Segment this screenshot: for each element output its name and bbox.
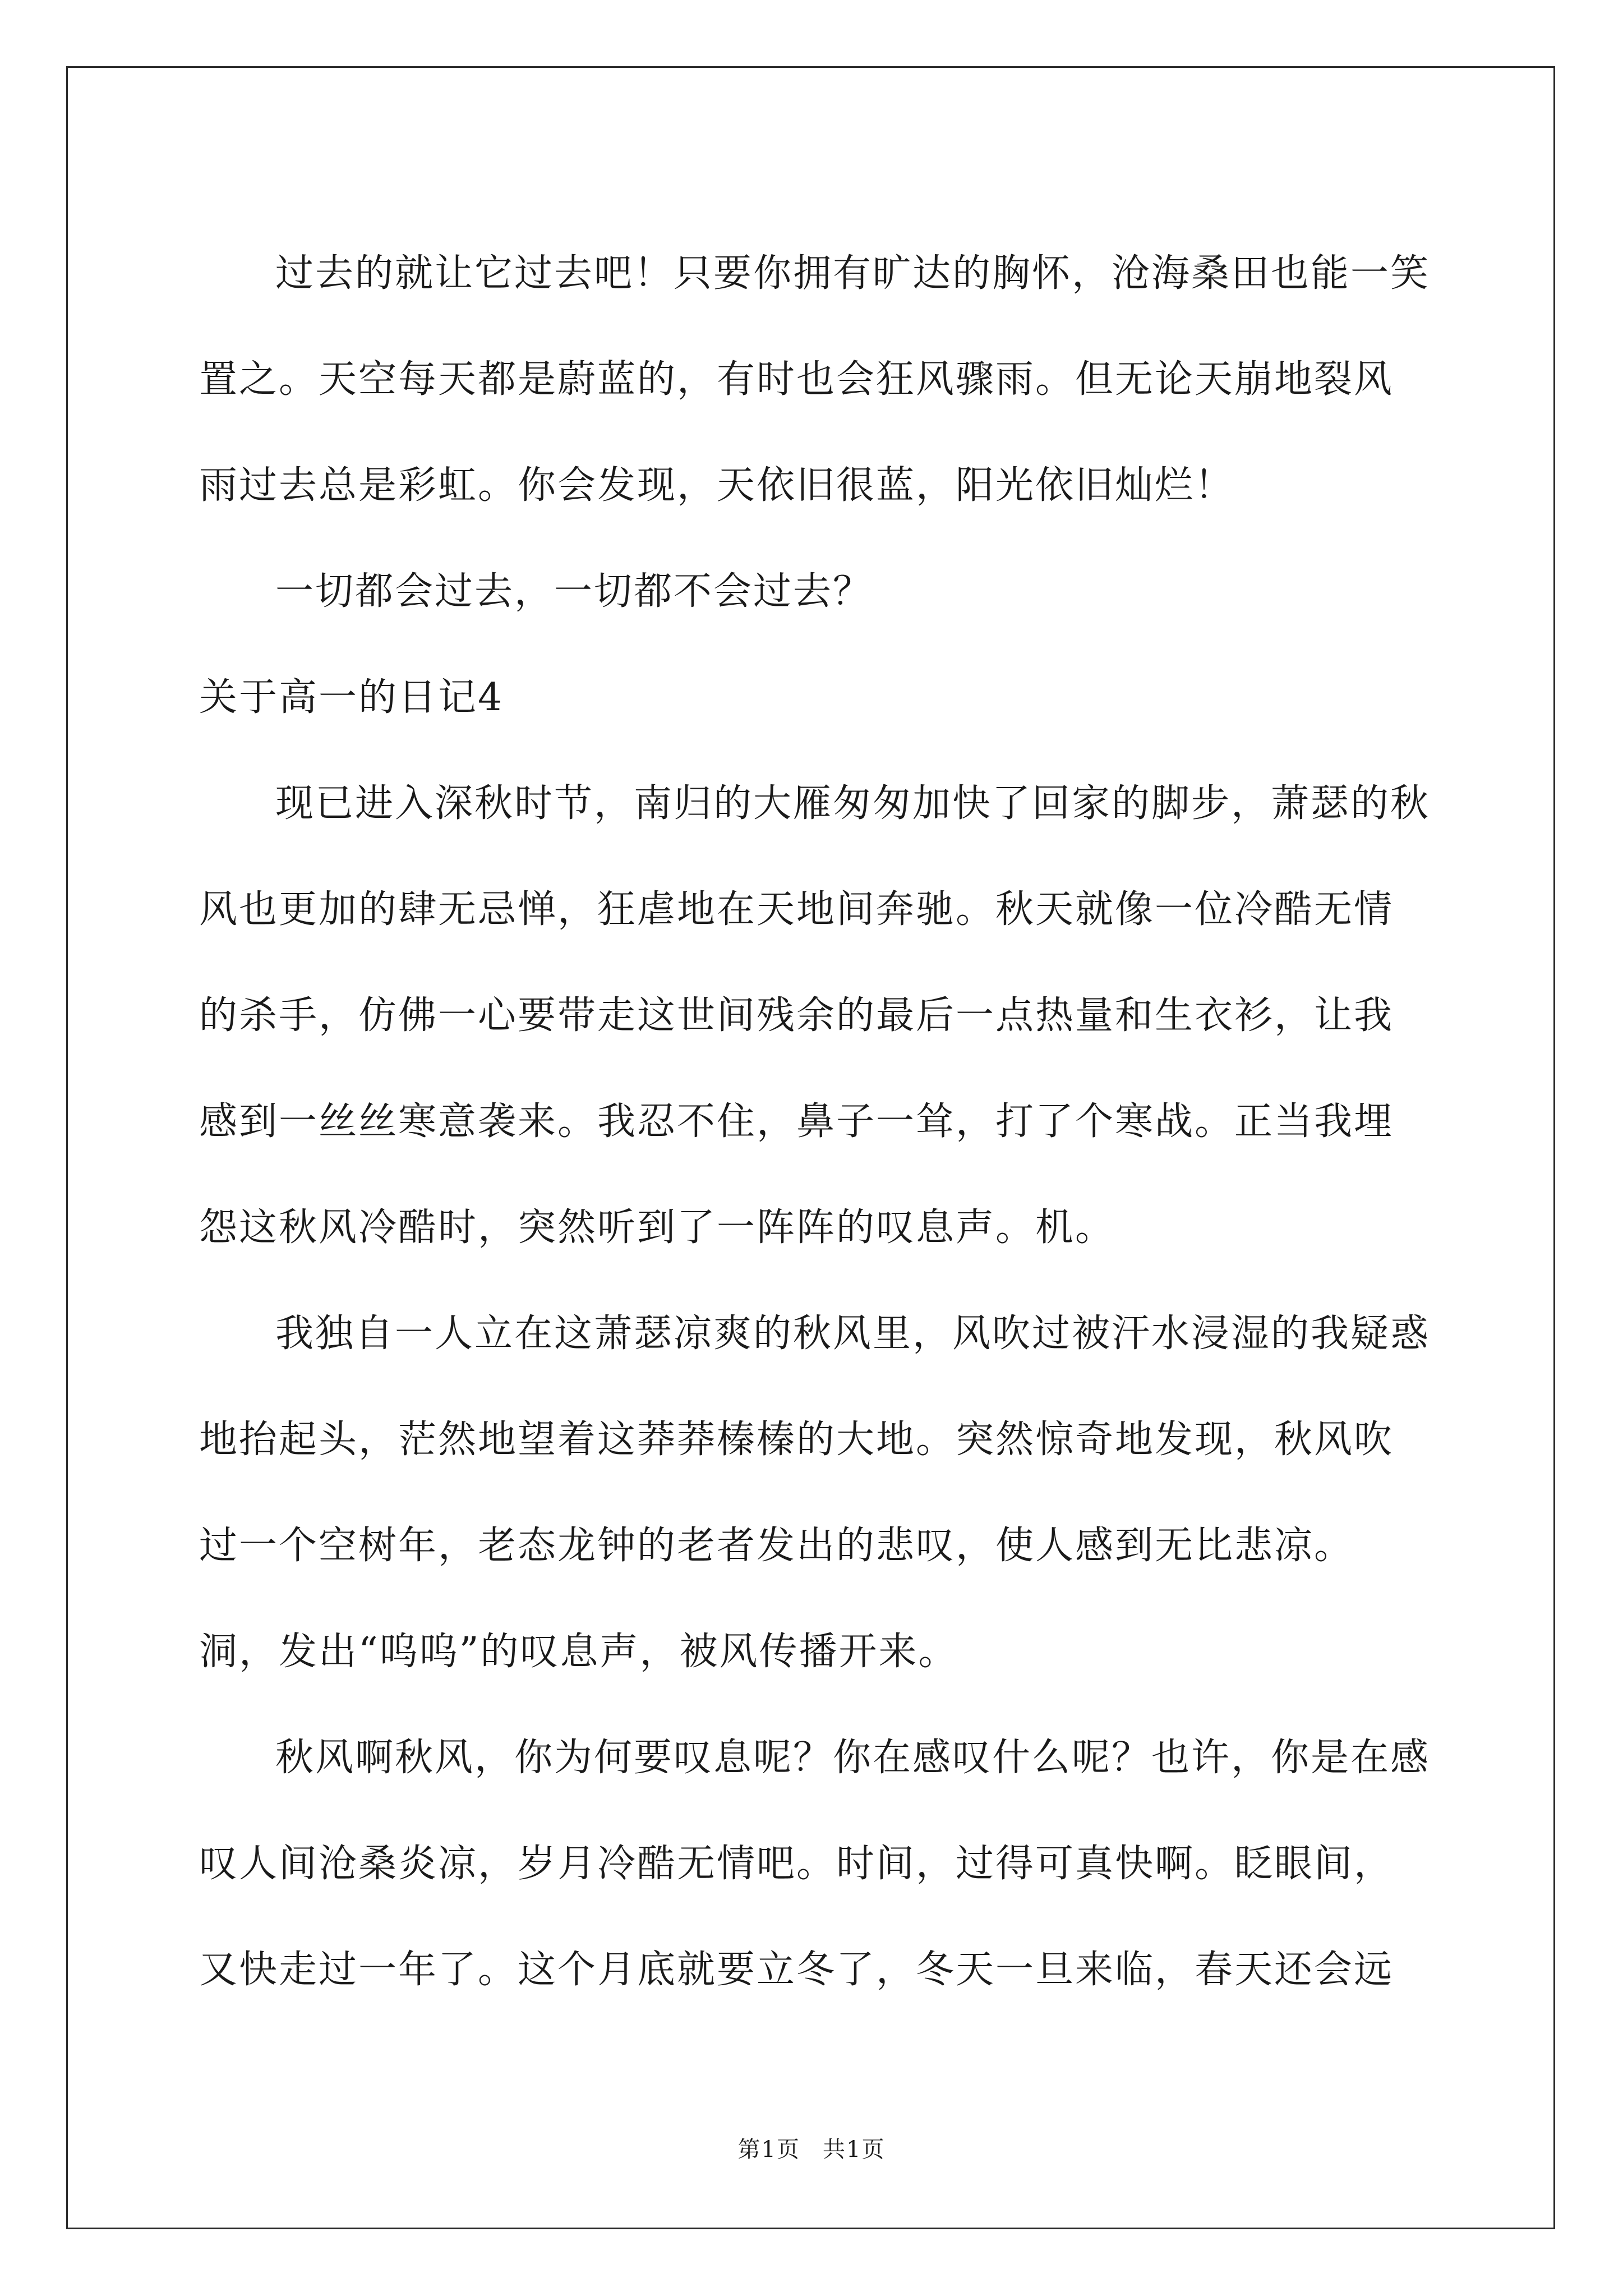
section-heading: 关于高一的日记4	[199, 675, 504, 720]
page-number-total: 共1页	[823, 2137, 886, 2162]
paragraph-1: 过去的就让它过去吧！只要你拥有旷达的胸怀，沧海桑田也能一笑置之。天空每天都是蔚蓝的，有时也会狂风骤雨。但无论天崩地裂风雨过去总是彩虹。你会发现，天依旧很蓝，阳光依旧灿烂！	[199, 251, 1431, 508]
paragraph-5: 秋风啊秋风，你为何要叹息呢？你在感叹什么呢？也许，你是在感叹人间沧桑炎凉，岁月冷酷无情吧。时间，过得可真快啊。眨眼间，又快走过一年了。这个月底就要立冬了，冬天一旦来临，春天还会远	[199, 1736, 1431, 1992]
document-body	[199, 220, 1433, 2023]
page-number-current: 第1页	[737, 2137, 800, 2162]
paragraph-3: 现已进入深秋时节，南归的大雁匆匆加快了回家的脚步，萧瑟的秋风也更加的肆无忌惮，狂虐地在天地间奔驰。秋天就像一位冷酷无情的杀手，仿佛一心要带走这世间残余的最后一点热量和生衣衫，让我感到一丝丝寒意袭来。我忍不住，鼻子一耸，打了个寒战。正当我埋怨这秋风冷酷时，突然听到了一阵阵的叹息声。机。	[199, 781, 1431, 1250]
paragraph-4: 我独自一人立在这萧瑟凉爽的秋风里，风吹过被汗水浸湿的我疑惑地抬起头，茫然地望着这莽莽榛榛的大地。突然惊奇地发现，秋风吹过一个空树年，老态龙钟的老者发出的悲叹，使人感到无比悲凉。洞，发出“呜呜”的叹息声，被风传播开来。	[199, 1312, 1431, 1674]
page-footer	[0, 2132, 1623, 2164]
paragraph-2: 一切都会过去，一切都不会过去？	[275, 569, 873, 614]
